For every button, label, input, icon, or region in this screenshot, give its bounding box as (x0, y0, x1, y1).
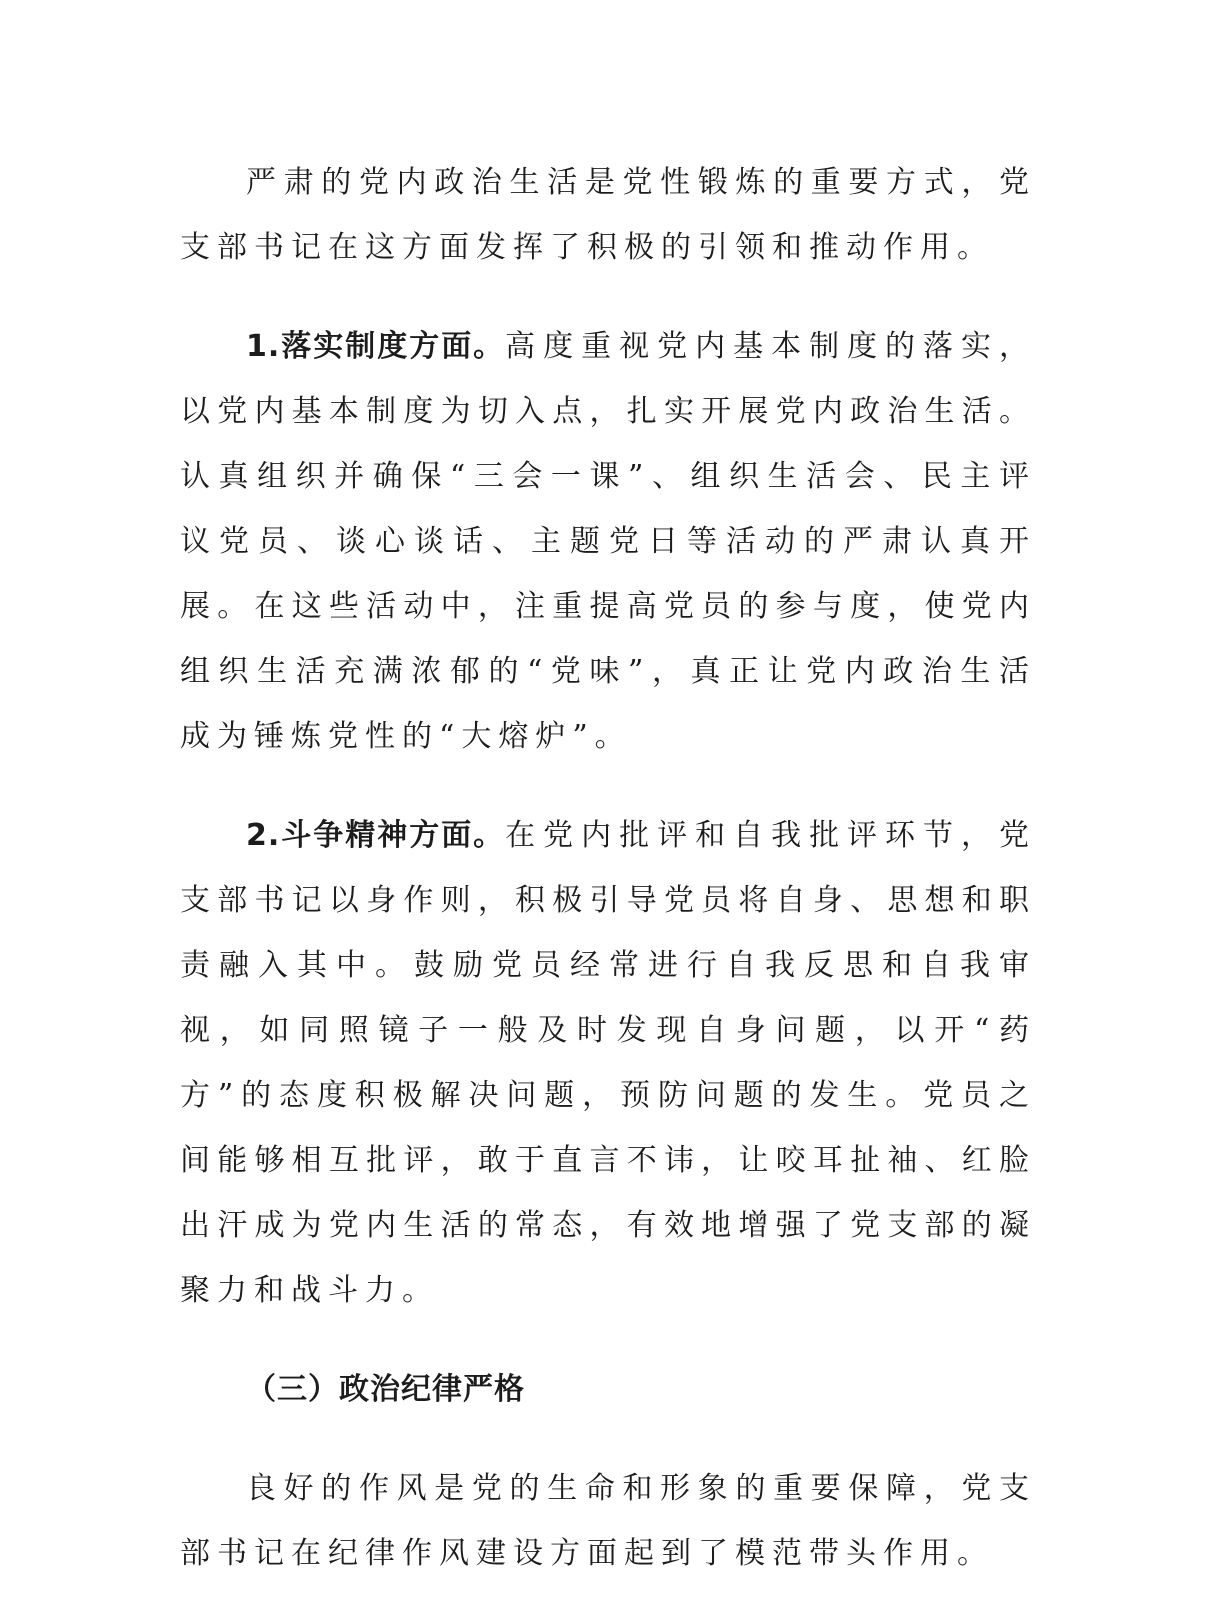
closing-paragraph (180, 1456, 1036, 1586)
system-implementation-text: 高度重视党内基本制度的落实，以党内基本制度为切入点，扎实开展党内政治生活。认真组织并确保“三会一课”、组织生活会、民主评议党员、谈心谈话、主题党日等活动的严肃认真开展。在这些活动中，注重提高党员的参与度，使党内组织生活充满浓郁的“党味”，真正让党内政治生活成为锤炼党性的“大熔炉”。 (180, 329, 1036, 754)
intro-paragraph (180, 150, 1036, 280)
fighting-spirit-lead: 2.斗争精神方面。 (246, 818, 506, 853)
system-implementation-lead: 1.落实制度方面。 (246, 329, 506, 364)
fighting-spirit-text: 在党内批评和自我批评环节，党支部书记以身作则，积极引导党员将自身、思想和职责融入其中。鼓励党员经常进行自我反思和自我审视，如同照镜子一般及时发现自身问题，以开“药方”的态度积极解决问题，预防问题的发生。党员之间能够相互批评，敢于直言不讳，让咬耳扯袖、红脸出汗成为党内生活的常态，有效地增强了党支部的凝聚力和战斗力。 (180, 818, 1036, 1308)
intro-paragraph-text: 严肃的党内政治生活是党性锻炼的重要方式，党支部书记在这方面发挥了积极的引领和推动作用。 (180, 165, 1036, 265)
closing-paragraph-text: 良好的作风是党的生命和形象的重要保障，党支部书记在纪律作风建设方面起到了模范带头作用。 (180, 1471, 1036, 1571)
document-body (180, 150, 1036, 1620)
fighting-spirit-paragraph (180, 803, 1036, 1323)
system-implementation-paragraph (180, 314, 1036, 769)
section-heading: （三）政治纪律严格 (246, 1372, 525, 1407)
